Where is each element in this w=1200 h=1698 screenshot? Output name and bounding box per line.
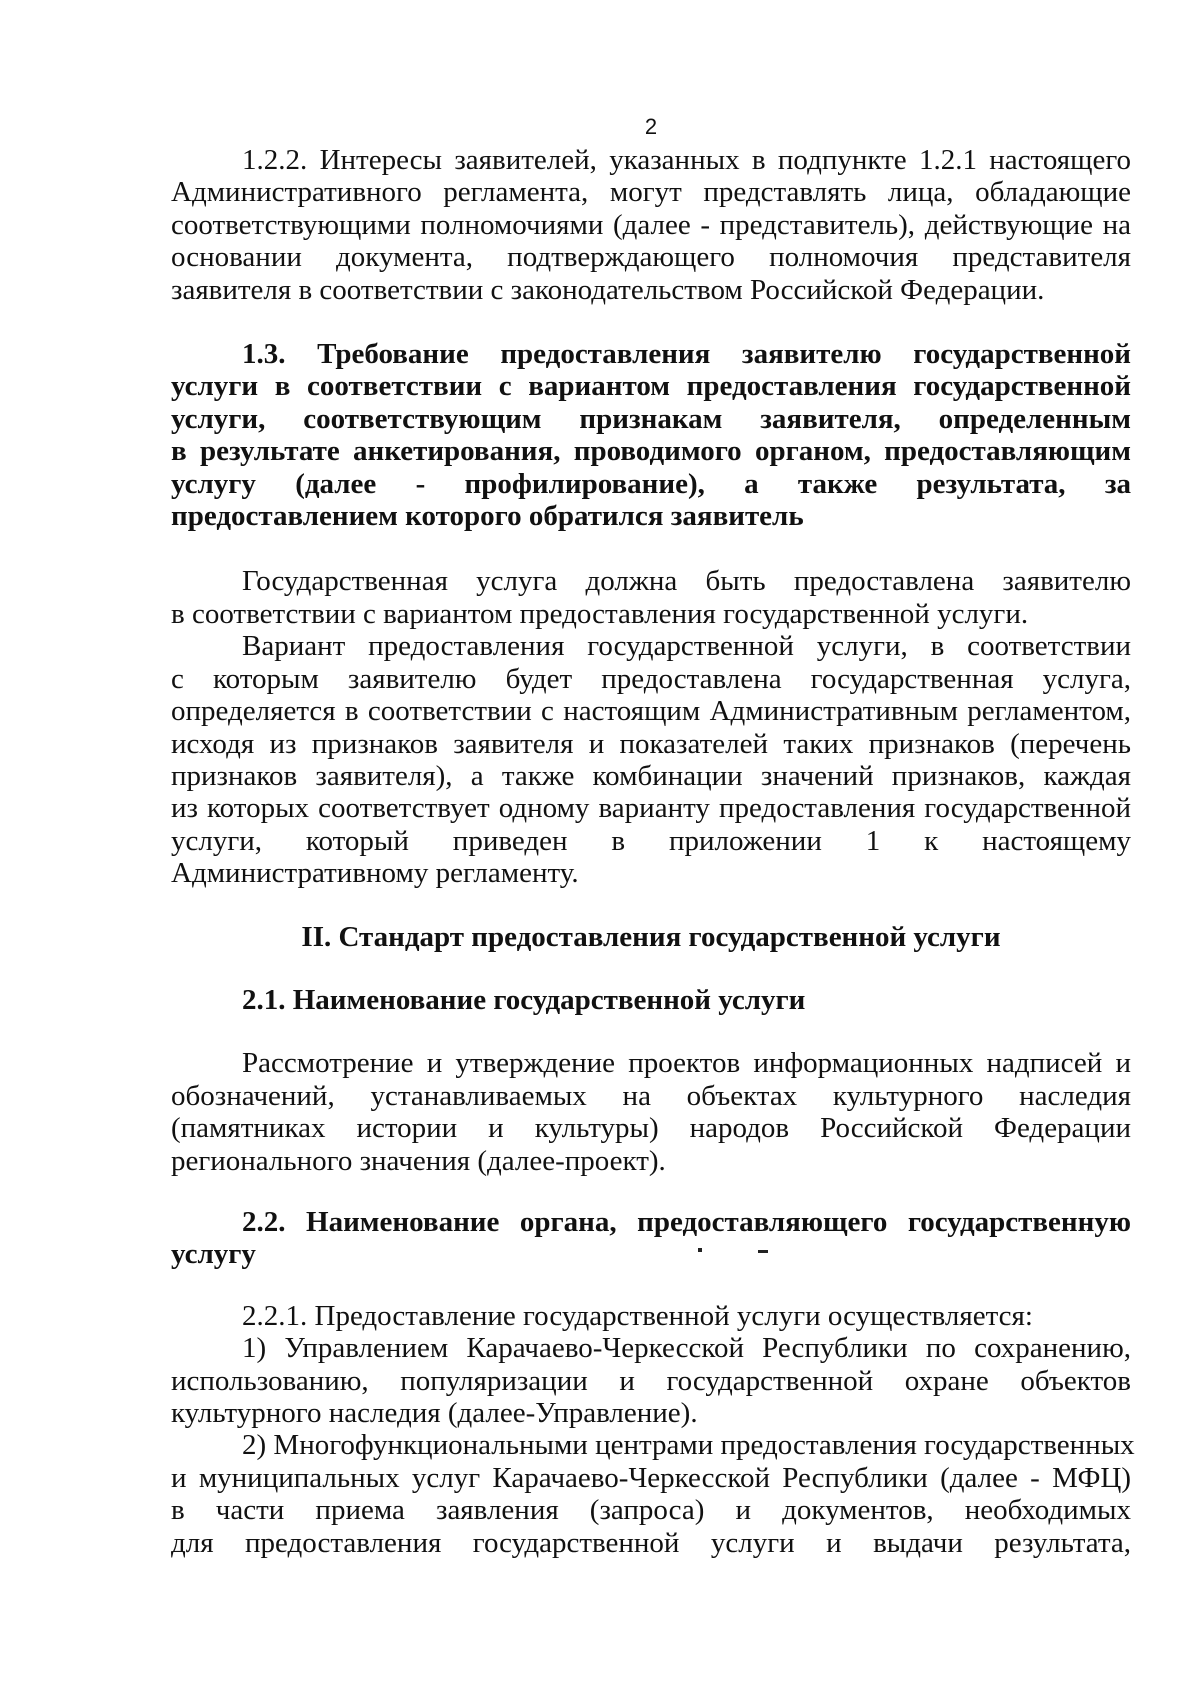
text-line: культурного наследия (далее-Управление). bbox=[171, 1397, 698, 1429]
text-line: основании документа, подтверждающего полномочия представителя bbox=[171, 241, 1131, 274]
heading-line: услуги, соответствующим признакам заявителя, определенным bbox=[171, 402, 1131, 435]
text-line: использованию, популяризации и государственной охране объектов bbox=[171, 1364, 1131, 1397]
text-line: Административному регламенту. bbox=[171, 857, 579, 890]
paragraph-variant-definition bbox=[171, 630, 1131, 889]
text-line: Административного регламента, могут представлять лица, обладающие bbox=[171, 176, 1131, 209]
paragraph-1-2-2 bbox=[171, 144, 1131, 306]
scan-artifact-dash bbox=[758, 1250, 768, 1253]
list-item-2 bbox=[171, 1429, 1135, 1559]
text-line: 1.2.2. Интересы заявителей, указанных в подпункте 1.2.1 настоящего bbox=[242, 144, 1131, 176]
text-line: исходя из признаков заявителя и показателей таких признаков (перечень bbox=[171, 727, 1131, 760]
page-content bbox=[171, 144, 1135, 1559]
heading-line: 1.3. Требование предоставления заявителю государственной bbox=[242, 338, 1131, 371]
paragraph-service-variant bbox=[171, 565, 1131, 630]
section-heading-2-1: 2.1. Наименование государственной услуги bbox=[242, 983, 806, 1016]
text-line: признаков заявителя), а также комбинации значений признаков, каждая bbox=[171, 759, 1131, 792]
text-line: из которых соответствует одному варианту предоставления государственной bbox=[171, 792, 1131, 825]
text-line: Государственная услуга должна быть предоставлена заявителю bbox=[242, 565, 1131, 598]
text-line: услуги, который приведен в приложении 1 к настоящему bbox=[171, 824, 1131, 857]
section-heading-1-3 bbox=[171, 338, 1131, 532]
text-line: 2) Многофункциональными центрами предоставления государственных bbox=[242, 1429, 1135, 1462]
text-line: с которым заявителю будет предоставлена государственная услуга, bbox=[171, 662, 1131, 695]
page-number: 2 bbox=[644, 114, 658, 139]
text-line: определяется в соответствии с настоящим Административным регламентом, bbox=[171, 695, 1131, 728]
scan-artifact-dot bbox=[698, 1248, 702, 1252]
text-line: (памятниках истории и культуры) народов Российской Федерации bbox=[171, 1112, 1131, 1145]
section-heading-ii: II. Стандарт предоставления государственной услуги bbox=[301, 920, 1001, 953]
text-line: Вариант предоставления государственной услуги, в соответствии bbox=[242, 630, 1131, 663]
section-heading-2-2 bbox=[171, 1206, 1131, 1271]
text-line: обозначений, устанавливаемых на объектах культурного наследия bbox=[171, 1079, 1131, 1112]
text-line: в части приема заявления (запроса) и документов, необходимых bbox=[171, 1494, 1131, 1527]
list-item-1 bbox=[171, 1332, 1131, 1429]
heading-line: услугу (далее - профилирование), а также результата, за bbox=[171, 467, 1131, 500]
text-line: 1) Управлением Карачаево-Черкесской Республики по сохранению, bbox=[242, 1332, 1131, 1365]
text-line: для предоставления государственной услуги и выдачи результата, bbox=[171, 1526, 1131, 1559]
paragraph-service-name bbox=[171, 1047, 1131, 1177]
text-line: заявителя в соответствии с законодательством Российской Федерации. bbox=[171, 273, 1045, 306]
text-line: регионального значения (далее-проект). bbox=[171, 1144, 666, 1177]
text-line: соответствующими полномочиями (далее - представитель), действующие на bbox=[171, 208, 1131, 241]
text-line: в соответствии с вариантом предоставления государственной услуги. bbox=[171, 597, 1029, 630]
text-line: и муниципальных услуг Карачаево-Черкесской Республики (далее - МФЦ) bbox=[171, 1461, 1131, 1494]
heading-line: предоставлением которого обратился заявитель bbox=[171, 500, 804, 533]
heading-line: в результате анкетирования, проводимого органом, предоставляющим bbox=[171, 435, 1131, 468]
text-line: Рассмотрение и утверждение проектов информационных надписей и bbox=[242, 1047, 1131, 1080]
heading-line: услуги в соответствии с вариантом предоставления государственной bbox=[171, 370, 1131, 403]
paragraph-2-2-1: 2.2.1. Предоставление государственной услуги осуществляется: bbox=[242, 1299, 1033, 1332]
heading-line: услугу bbox=[171, 1238, 256, 1271]
heading-line: 2.2. Наименование органа, предоставляющего государственную bbox=[242, 1205, 1131, 1238]
